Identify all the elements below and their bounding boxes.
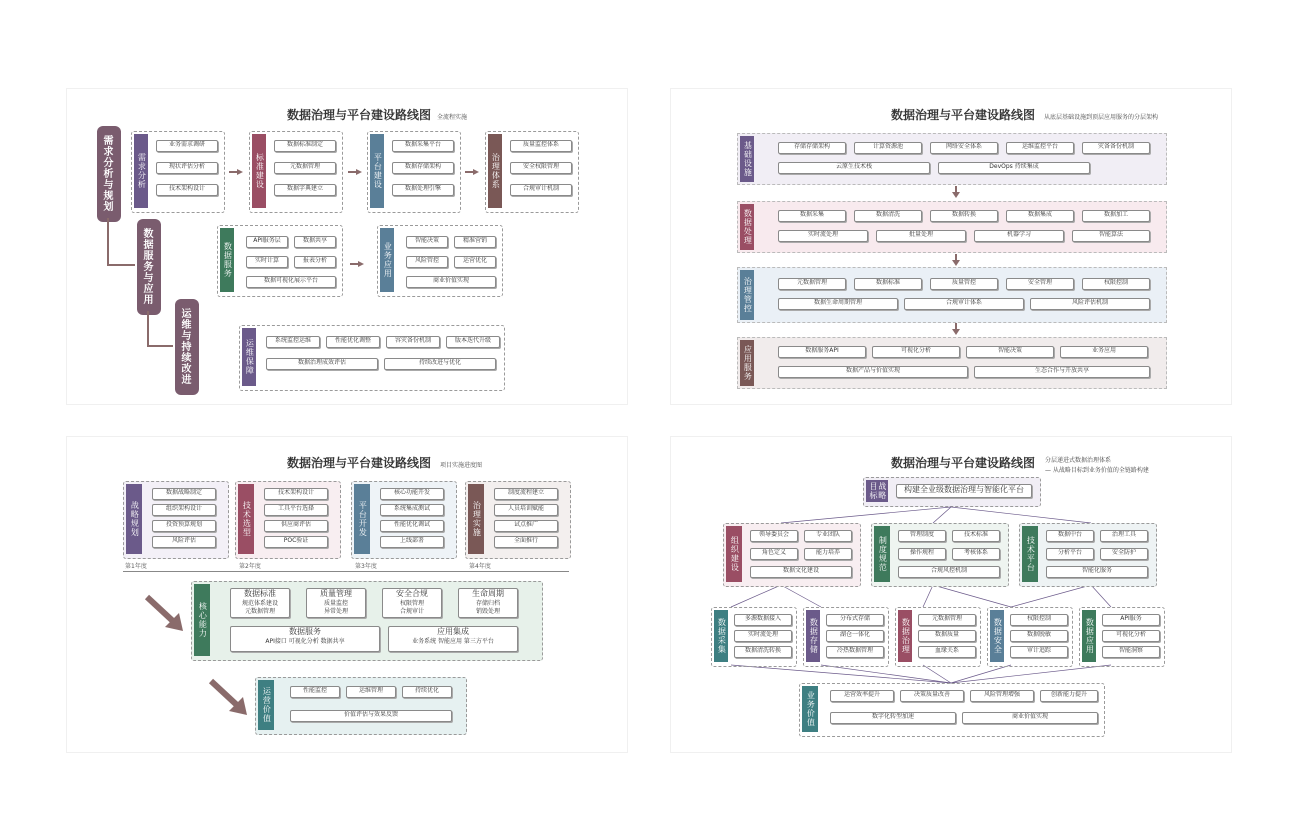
item: 数据存储架构 [392, 162, 454, 174]
item: API服务 [1102, 614, 1160, 626]
group-ops-assurance [239, 325, 505, 391]
item: API服务层 [246, 236, 288, 248]
goal-label: 战略目标 [866, 480, 888, 502]
card-title: 数据标准 [244, 589, 276, 598]
card-title: 质量管理 [320, 589, 352, 598]
group-label: 技术平台 [1022, 526, 1038, 582]
item: 可视化分析 [872, 346, 960, 358]
item: 元数据管理 [918, 614, 976, 626]
item: 智能算法 [1072, 230, 1150, 242]
core-label: 核心能力 [194, 584, 210, 656]
item: 批量处理 [876, 230, 966, 242]
item: 数据战略制定 [152, 488, 216, 500]
data-storage [803, 607, 889, 667]
item: 数字化转型加速 [830, 712, 956, 724]
card-line: 元数据管理 [244, 607, 275, 615]
item: 持续优化 [402, 686, 452, 698]
group-requirements [131, 131, 225, 213]
card-line: 业务系统 智能应用 第三方平台 [412, 637, 494, 645]
card-line: 销毁处理 [475, 607, 500, 615]
arrow-down-icon [951, 323, 961, 335]
item: 管理制度 [898, 530, 946, 542]
card-title: 数据服务 [289, 627, 321, 636]
data-application [1079, 607, 1165, 667]
item: 角色定义 [750, 548, 798, 560]
item: 技术标准 [952, 530, 1000, 542]
item: 数据生命周期管理 [778, 298, 898, 310]
panel-subtitle: 从底层基础设施到顶层应用服务的分层架构 [1044, 114, 1159, 121]
capability-card [230, 588, 290, 618]
connector [147, 345, 173, 347]
item: 血缘关系 [918, 646, 976, 658]
item: 数据字典建立 [274, 184, 336, 196]
item: 供应商评估 [264, 520, 328, 532]
item: 版本迭代升级 [446, 336, 500, 348]
layer-label: 应用服务 [740, 340, 754, 386]
item: 数据治理成效评估 [266, 358, 378, 370]
item: 数据加工 [1082, 210, 1150, 222]
item: 数据处理引擎 [392, 184, 454, 196]
group-label: 数据服务 [220, 228, 234, 292]
stage-operations: 运维与持续改进 [175, 299, 199, 395]
year-label: 第4年度 [469, 563, 491, 570]
item: 系统集成测试 [380, 504, 444, 516]
panel-layered-architecture [670, 88, 1232, 405]
panel-full-process [66, 88, 628, 405]
capability-card [382, 588, 442, 618]
item: 存储存储架构 [778, 142, 846, 154]
item: 权限控制 [1010, 614, 1068, 626]
phase-strategy [123, 481, 229, 559]
connector [107, 264, 135, 266]
item: 合规审计体系 [904, 298, 1024, 310]
item: 安全管理 [1006, 278, 1074, 290]
phase-label: 技术选型 [238, 484, 254, 554]
card-line: 规范体系建设 [241, 599, 278, 607]
card-title: 安全合规 [396, 589, 428, 598]
item: 上线部署 [380, 536, 444, 548]
panel-title: 数据治理与平台建设路线图 [891, 456, 1036, 470]
item: 投资预算规划 [152, 520, 216, 532]
group-label: 数据应用 [1082, 610, 1096, 662]
item: 运营优化 [454, 256, 496, 268]
item: 技术架构设计 [264, 488, 328, 500]
item: 分析平台 [1046, 548, 1094, 560]
org-building [723, 523, 861, 587]
card-line: 异常处理 [323, 607, 348, 615]
group-platform [367, 131, 461, 213]
phase-label: 平台开发 [354, 484, 370, 554]
arrow-down-icon [951, 186, 961, 198]
diagonal-arrow-icon [143, 593, 187, 633]
item: 商业价值实现 [406, 276, 496, 288]
item: 精准营销 [454, 236, 496, 248]
item: 安全防护 [1100, 548, 1148, 560]
panel-title: 数据治理与平台建设路线图 [891, 108, 1036, 122]
group-data-services [217, 225, 343, 297]
group-label: 需求分析 [134, 134, 148, 208]
group-label: 数据存储 [806, 610, 820, 662]
panel-subtitle-2: — 从战略目标到业务价值的全链路构建 [1045, 467, 1149, 474]
group-governance [485, 131, 579, 213]
group-label: 数据安全 [990, 610, 1004, 662]
core-capabilities [191, 581, 543, 661]
item: 实时流处理 [778, 230, 868, 242]
group-label: 运维保障 [242, 328, 256, 386]
item: 组织架构设计 [152, 504, 216, 516]
arrow-right-icon [465, 169, 479, 175]
item: 领导委员会 [750, 530, 798, 542]
item: 数据清洗转换 [734, 646, 792, 658]
item: 价值评估与效果反馈 [290, 710, 452, 722]
item: 专业团队 [804, 530, 852, 542]
item: 数据采集平台 [392, 140, 454, 152]
group-label: 业务价值 [802, 686, 818, 732]
item: 操作规程 [898, 548, 946, 560]
item: 智能决策 [406, 236, 448, 248]
phase-label: 战略规划 [126, 484, 142, 554]
item: 多源数据接入 [734, 614, 792, 626]
item: 业务应用 [1060, 346, 1148, 358]
group-label: 业务应用 [380, 228, 394, 292]
item: 数据可视化展示平台 [246, 276, 336, 288]
item: 数据脱敏 [1010, 630, 1068, 642]
stage-services: 数据服务与应用 [137, 219, 161, 315]
panel-title: 数据治理与平台建设路线图 [287, 108, 432, 122]
policy-standards [871, 523, 1009, 587]
goal-text: 构建全业级数据治理与智能化平台 [896, 484, 1032, 498]
item: 冷热数据管理 [826, 646, 884, 658]
item: 持续改进与优化 [384, 358, 496, 370]
card-line: 质量监控 [323, 599, 348, 607]
item: 湖仓一体化 [826, 630, 884, 642]
item: 核心功能开发 [380, 488, 444, 500]
connector [107, 218, 109, 264]
layer-governance [737, 267, 1167, 323]
card-line: API接口 可视化分析 数据共享 [265, 637, 345, 645]
timeline-axis [123, 571, 569, 572]
item: 数据集成 [1006, 210, 1074, 222]
year-label: 第2年度 [239, 563, 261, 570]
item: 运维管理 [346, 686, 396, 698]
card-line: 合规审计 [399, 607, 424, 615]
item: 风险评估机制 [1030, 298, 1150, 310]
arrow-right-icon [229, 169, 243, 175]
item: 数据标准 [854, 278, 922, 290]
phase-governance-rollout [465, 481, 571, 559]
item: 性能监控 [290, 686, 340, 698]
data-service-card [230, 626, 380, 652]
data-collection [711, 607, 797, 667]
item: 云原生技术栈 [778, 162, 930, 174]
item: 技术架构设计 [156, 184, 218, 196]
layer-infrastructure [737, 133, 1167, 185]
arrow-right-icon [350, 261, 364, 267]
phase-platform-dev [351, 481, 457, 559]
group-label: 标准建设 [252, 134, 266, 208]
item: 数据标准制定 [274, 140, 336, 152]
item: 数据清洗 [854, 210, 922, 222]
panel-tiered-governance [670, 436, 1232, 753]
item: 质量监控体系 [510, 140, 572, 152]
item: 全面推行 [494, 536, 558, 548]
card-line: 存储归档 [475, 599, 500, 607]
item: 治理工具 [1100, 530, 1148, 542]
item: 安全权限管理 [510, 162, 572, 174]
item: 审计追踪 [1010, 646, 1068, 658]
layer-label: 治理管控 [740, 270, 754, 320]
layer-label: 数据处理 [740, 204, 754, 250]
card-title: 生命周期 [472, 589, 504, 598]
item: 数据转换 [930, 210, 998, 222]
item: 风险评估 [152, 536, 216, 548]
item: 系统监控运维 [266, 336, 320, 348]
item: 风险管理增强 [970, 690, 1034, 702]
item: 能力培养 [804, 548, 852, 560]
item: 可视化分析 [1102, 630, 1160, 642]
group-standards [249, 131, 343, 213]
item: 质量管控 [930, 278, 998, 290]
layer-application [737, 337, 1167, 389]
layer-label: 基础设施 [740, 136, 754, 182]
card-line: 权限管理 [399, 599, 424, 607]
capability-card [458, 588, 518, 618]
panel-title: 数据治理与平台建设路线图 [287, 456, 432, 470]
item: 分布式存储 [826, 614, 884, 626]
business-value [799, 683, 1105, 737]
connector [147, 311, 149, 345]
diagonal-arrow-icon [207, 677, 251, 717]
item: 运营效率提升 [830, 690, 894, 702]
group-label: 数据治理 [898, 610, 912, 662]
item: 计算资源池 [854, 142, 922, 154]
item: 工具平台选择 [264, 504, 328, 516]
group-label: 平台建设 [370, 134, 384, 208]
arrow-right-icon [348, 169, 362, 175]
panel-subtitle: 全流程实施 [437, 114, 468, 121]
ops-label: 运营价值 [258, 680, 274, 730]
data-governance [895, 607, 981, 667]
item: 风险管控 [406, 256, 448, 268]
item: 运维监控平台 [1006, 142, 1074, 154]
item: 创新能力提升 [1040, 690, 1098, 702]
layer-processing [737, 201, 1167, 253]
item: 数据采集 [778, 210, 846, 222]
item: 实时流处理 [734, 630, 792, 642]
panel-subtitle: 分层递进式数据治理体系 [1045, 457, 1112, 464]
item: 性能优化调试 [380, 520, 444, 532]
item: 元数据管理 [778, 278, 846, 290]
panel-subtitle: 项目实施进度图 [440, 462, 483, 469]
item: 实时计算 [246, 256, 288, 268]
phase-tech-selection [235, 481, 341, 559]
item: 权限控制 [1082, 278, 1150, 290]
item: 决策质量改善 [900, 690, 964, 702]
item: 报表分析 [294, 256, 336, 268]
group-label: 治理体系 [488, 134, 502, 208]
item: 网络安全体系 [930, 142, 998, 154]
app-integration-card [388, 626, 518, 652]
data-security [987, 607, 1073, 667]
item: DevOps 持续集成 [938, 162, 1090, 174]
item: 灾备备份机制 [1082, 142, 1150, 154]
item: 试点推广 [494, 520, 558, 532]
item: 数据文化建设 [750, 566, 852, 578]
item: 业务需求调研 [156, 140, 218, 152]
item: POC验证 [264, 536, 328, 548]
card-title: 应用集成 [437, 627, 469, 636]
item: 合规审计机制 [510, 184, 572, 196]
phase-label: 治理实施 [468, 484, 484, 554]
capability-card [306, 588, 366, 618]
year-label: 第3年度 [355, 563, 377, 570]
item: 性能优化调整 [326, 336, 380, 348]
item: 考核体系 [952, 548, 1000, 560]
group-label: 数据采集 [714, 610, 728, 662]
item: 商业价值实现 [962, 712, 1098, 724]
arrow-down-icon [951, 254, 961, 266]
item: 数据中台 [1046, 530, 1094, 542]
panel-implementation-schedule [66, 436, 628, 753]
operational-value [255, 677, 467, 735]
item: 现状评估分析 [156, 162, 218, 174]
group-label: 组织建设 [726, 526, 742, 582]
item: 容灾备份机制 [386, 336, 440, 348]
item: 机器学习 [974, 230, 1064, 242]
item: 智能决策 [966, 346, 1054, 358]
item: 生态合作与开放共享 [974, 366, 1150, 378]
item: 数据质量 [918, 630, 976, 642]
item: 制度流程建立 [494, 488, 558, 500]
stage-requirements: 需求分析与规划 [97, 126, 121, 222]
item: 元数据管理 [274, 162, 336, 174]
item: 数据共享 [294, 236, 336, 248]
item: 数据产品与价值实现 [778, 366, 968, 378]
item: 合规风控机制 [898, 566, 1000, 578]
group-business-apps [377, 225, 503, 297]
tech-platform [1019, 523, 1157, 587]
item: 数据服务API [778, 346, 866, 358]
item: 智能化服务 [1046, 566, 1148, 578]
group-label: 制度规范 [874, 526, 890, 582]
item: 人员培训赋能 [494, 504, 558, 516]
year-label: 第1年度 [125, 563, 147, 570]
item: 智能洞察 [1102, 646, 1160, 658]
